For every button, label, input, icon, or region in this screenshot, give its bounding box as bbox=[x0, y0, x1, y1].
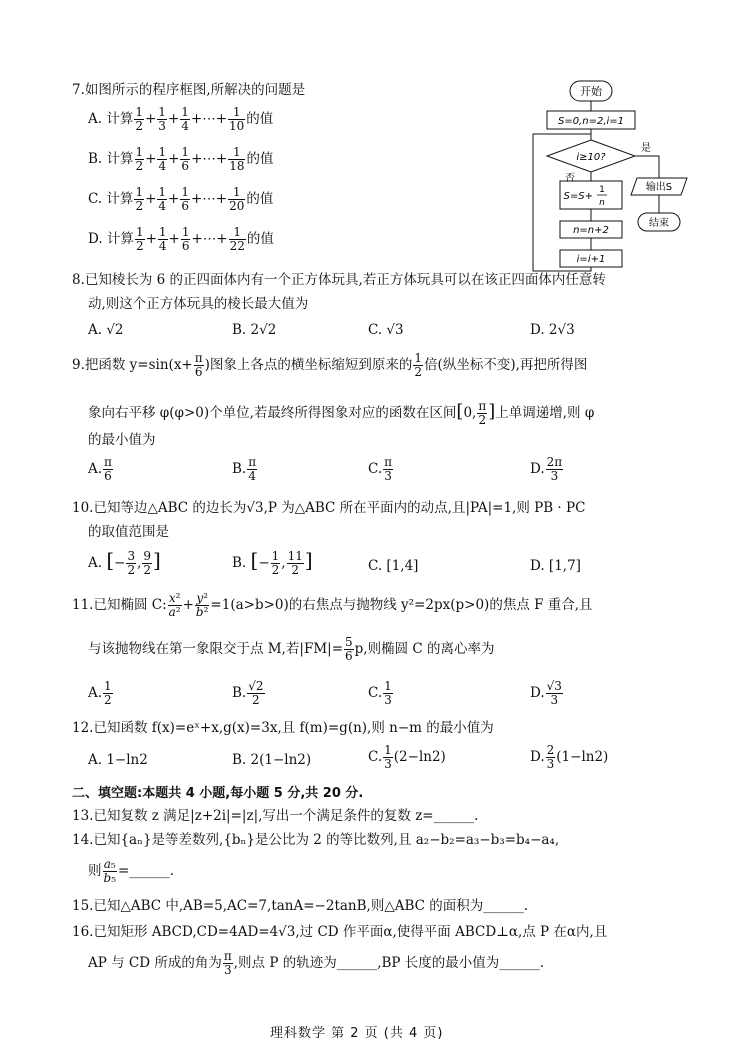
q9-option-c: C. $\frac{\pi}{3}$ bbox=[368, 455, 393, 483]
svg-text:1: 1 bbox=[599, 185, 605, 195]
svg-text:n: n bbox=[599, 198, 605, 208]
q9-option-d: D. $\frac{2\pi}{3}$ bbox=[530, 455, 563, 483]
q12-option-a: A. 1−ln2 bbox=[88, 752, 148, 768]
q14-line2: 则 $\frac{\text{a₅}}{\text{b₅}}$ =______. bbox=[88, 857, 175, 885]
q10-option-a: A. [− $\frac{3}{2}$ , $\frac{9}{2}$ ] bbox=[88, 548, 161, 577]
page-footer: 理科数学 第 2 页 (共 4 页) bbox=[270, 1026, 444, 1041]
q9-line3: 的最小值为 bbox=[88, 432, 156, 448]
q8-option-a: A. √2 bbox=[88, 322, 124, 338]
q16-line1: 16.已知矩形 ABCD,CD=4AD=4√3,过 CD 作平面α,使得平面 ABCD⊥α,点 P 在α内,且 bbox=[72, 924, 608, 940]
q9-line1: 9.把函数 y=sin(x+ $\frac{\pi}{6}$ )图象上各点的横坐标缩短到原来的 $\frac{1}{2}$ 倍(纵坐标不变),再把所得图 bbox=[72, 351, 588, 379]
flow-end-label: 结束 bbox=[649, 218, 669, 229]
flow-start-label: 开始 bbox=[580, 85, 602, 98]
q8-line2: 动,则这个正方体玩具的棱长最大值为 bbox=[88, 296, 309, 312]
q11-line2: 与该抛物线在第一象限交于点 M,若|FM|= $\frac{5}{6}$ p,则椭圆 C 的离心率为 bbox=[88, 635, 495, 663]
q10-option-c: C. [1,4] bbox=[368, 558, 419, 574]
q7-stem: 7.如图所示的程序框图,所解决的问题是 bbox=[72, 82, 306, 98]
q7-option-a: A. 计算 $\frac{1}{2}$ + $\frac{1}{3}$ + $\frac{1}{4}$ +⋯+ $\frac{1}{10}$ 的值 bbox=[88, 105, 274, 133]
q8-option-d: D. 2√3 bbox=[530, 322, 575, 338]
q7-option-c: C. 计算 $\frac{1}{2}$ + $\frac{1}{4}$ + $\frac{1}{6}$ +⋯+ $\frac{1}{20}$ 的值 bbox=[88, 185, 274, 213]
q10-option-d: D. [1,7] bbox=[530, 558, 581, 574]
q13-line: 13.已知复数 z 满足|z+2i|=|z|,写出一个满足条件的复数 z=______. bbox=[72, 808, 479, 824]
q15-line: 15.已知△ABC 中,AB=5,AC=7,tanA=−2tanB,则△ABC 的面积为______. bbox=[72, 898, 529, 914]
q7-option-b: B. 计算 $\frac{1}{2}$ + $\frac{1}{4}$ + $\frac{1}{6}$ +⋯+ $\frac{1}{18}$ 的值 bbox=[88, 145, 274, 173]
section-heading-fill-in: 二、填空题:本题共 4 小题,每小题 5 分,共 20 分. bbox=[72, 786, 364, 801]
q16-line2: AP 与 CD 所成的角为 $\frac{\pi}{3}$ ,则点 P 的轨迹为______,BP 长度的最小值为______. bbox=[88, 949, 545, 977]
q7-option-d: D. 计算 $\frac{1}{2}$ + $\frac{1}{4}$ + $\frac{1}{6}$ +⋯+ $\frac{1}{22}$ 的值 bbox=[88, 225, 274, 253]
flow-update-n-label: n=n+2 bbox=[573, 225, 609, 236]
flow-init-label: S=0,n=2,i=1 bbox=[557, 116, 625, 127]
q10-line1: 10.已知等边△ABC 的边长为√3,P 为△ABC 所在平面内的动点,且|PA|=1,则 PB · PC bbox=[72, 500, 586, 516]
q14-line1: 14.已知{aₙ}是等差数列,{bₙ}是公比为 2 的等比数列,且 a₂−b₂=a₃−b₃=b₄−a₄, bbox=[72, 832, 560, 848]
q10-line2: 的取值范围是 bbox=[88, 524, 169, 540]
q11-option-c: C. $\frac{1}{3}$ bbox=[368, 679, 392, 707]
q8-line1: 8.已知棱长为 6 的正四面体内有一个正方体玩具,若正方体玩具可以在该正四面体内任意转 bbox=[72, 272, 606, 288]
q11-option-a: A. $\frac{1}{2}$ bbox=[88, 679, 112, 707]
q9-option-a: A. $\frac{\pi}{6}$ bbox=[88, 455, 112, 483]
flow-condition-label: i≥10? bbox=[576, 152, 606, 163]
q8-option-c: C. √3 bbox=[368, 322, 404, 338]
q11-option-b: B. $\frac{√2}{2}$ bbox=[232, 679, 264, 707]
flowchart-diagram bbox=[525, 78, 700, 273]
flow-update-s-label: S=S+ bbox=[563, 191, 593, 202]
flow-yes-label: 是 bbox=[641, 143, 651, 154]
flow-output-label: 输出S bbox=[645, 182, 673, 193]
q9-line2: 象向右平移 φ(φ>0)个单位,若最终所得图象对应的函数在区间[0, $\frac{\pi}{2}$ ]上单调递增,则 φ bbox=[88, 399, 595, 427]
flow-no-label: 否 bbox=[565, 173, 575, 184]
flow-update-i-label: i=i+1 bbox=[576, 254, 606, 265]
q9-option-b: B. $\frac{\pi}{4}$ bbox=[232, 455, 257, 483]
q12-option-d: D. $\frac{2}{3}$ (1−ln2) bbox=[530, 743, 609, 771]
q10-option-b: B. [− $\frac{1}{2}$ , $\frac{11}{2}$ ] bbox=[232, 548, 313, 577]
q11-option-d: D. $\frac{√3}{3}$ bbox=[530, 679, 562, 707]
q12-option-b: B. 2(1−ln2) bbox=[232, 752, 312, 768]
q12-line1: 12.已知函数 f(x)=eˣ+x,g(x)=3x,且 f(m)=g(n),则 n−m 的最小值为 bbox=[72, 720, 494, 736]
q8-option-b: B. 2√2 bbox=[232, 322, 277, 338]
q12-option-c: C. $\frac{1}{3}$ (2−ln2) bbox=[368, 743, 446, 771]
q11-line1: 11.已知椭圆 C: $\frac{\text{x²}}{\text{a²}}$ + $\frac{\text{y²}}{\text{b²}}$ =1(a>b>0)的右焦点与抛物线 y²=2px(p>0)的焦点 F 重合,且 bbox=[72, 591, 593, 619]
